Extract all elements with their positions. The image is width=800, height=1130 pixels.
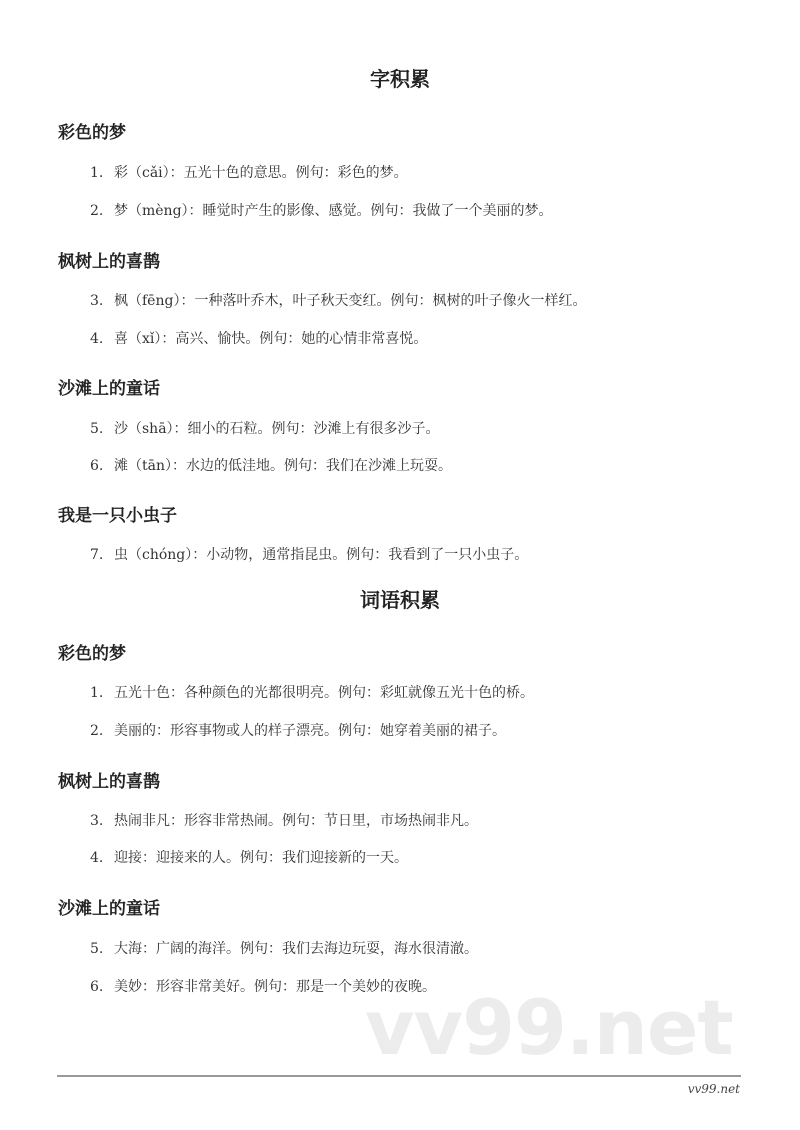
list-item (90, 294, 586, 308)
list-item (90, 332, 427, 346)
list-item (90, 686, 534, 700)
item-number: 1. (90, 685, 104, 701)
group-heading: 枫树上的喜鹊 (58, 252, 160, 272)
list-item (90, 814, 478, 828)
item-text: 枫（fēng）：一种落叶乔木，叶子秋天变红。例句：枫树的叶子像火一样红。 (114, 293, 587, 309)
item-number: 6. (90, 458, 104, 474)
item-number: 3. (90, 813, 104, 829)
group-heading: 沙滩上的童话 (58, 379, 160, 399)
item-number: 4. (90, 331, 104, 347)
item-text: 虫（chóng）：小动物，通常指昆虫。例句：我看到了一只小虫子。 (114, 547, 529, 563)
section-title: 词语积累 (360, 588, 440, 612)
item-number: 4. (90, 850, 104, 866)
item-number: 6. (90, 979, 104, 995)
item-text: 沙（shā）：细小的石粒。例句：沙滩上有很多沙子。 (114, 421, 440, 437)
group-heading: 彩色的梦 (58, 123, 126, 143)
item-number: 2. (90, 723, 104, 739)
section-title: 字积累 (370, 67, 430, 91)
list-item (90, 166, 408, 180)
list-item (90, 204, 553, 218)
group-heading: 枫树上的喜鹊 (58, 772, 160, 792)
item-text: 迎接：迎接来的人。例句：我们迎接新的一天。 (114, 850, 408, 866)
list-item (90, 548, 528, 562)
group-heading: 我是一只小虫子 (58, 506, 177, 526)
list-item (90, 724, 506, 738)
item-text: 美妙：形容非常美好。例句：那是一个美妙的夜晚。 (114, 979, 436, 995)
item-text: 热闹非凡：形容非常热闹。例句：节日里，市场热闹非凡。 (114, 813, 478, 829)
group-heading: 彩色的梦 (58, 644, 126, 664)
watermark: vv99.net (365, 983, 733, 1072)
item-number: 2. (90, 203, 104, 219)
list-item (90, 851, 408, 865)
item-text: 梦（mèng）：睡觉时产生的影像、感觉。例句：我做了一个美丽的梦。 (114, 203, 553, 219)
item-number: 3. (90, 293, 104, 309)
item-number: 5. (90, 421, 104, 437)
item-text: 美丽的：形容事物或人的样子漂亮。例句：她穿着美丽的裙子。 (114, 723, 506, 739)
item-number: 5. (90, 941, 104, 957)
item-number: 7. (90, 547, 104, 563)
list-item (90, 980, 436, 994)
item-text: 五光十色：各种颜色的光都很明亮。例句：彩虹就像五光十色的桥。 (114, 685, 534, 701)
list-item (90, 459, 452, 473)
item-text: 彩（cǎi）：五光十色的意思。例句：彩色的梦。 (114, 165, 408, 181)
footer-divider (57, 1075, 741, 1077)
item-text: 喜（xǐ）：高兴、愉快。例句：她的心情非常喜悦。 (114, 331, 428, 347)
item-text: 滩（tān）：水边的低洼地。例句：我们在沙滩上玩耍。 (114, 458, 452, 474)
item-number: 1. (90, 165, 104, 181)
list-item (90, 422, 440, 436)
footer-text: vv99.net (687, 1082, 740, 1096)
item-text: 大海：广阔的海洋。例句：我们去海边玩耍，海水很清澈。 (114, 941, 478, 957)
group-heading: 沙滩上的童话 (58, 899, 160, 919)
list-item (90, 942, 478, 956)
